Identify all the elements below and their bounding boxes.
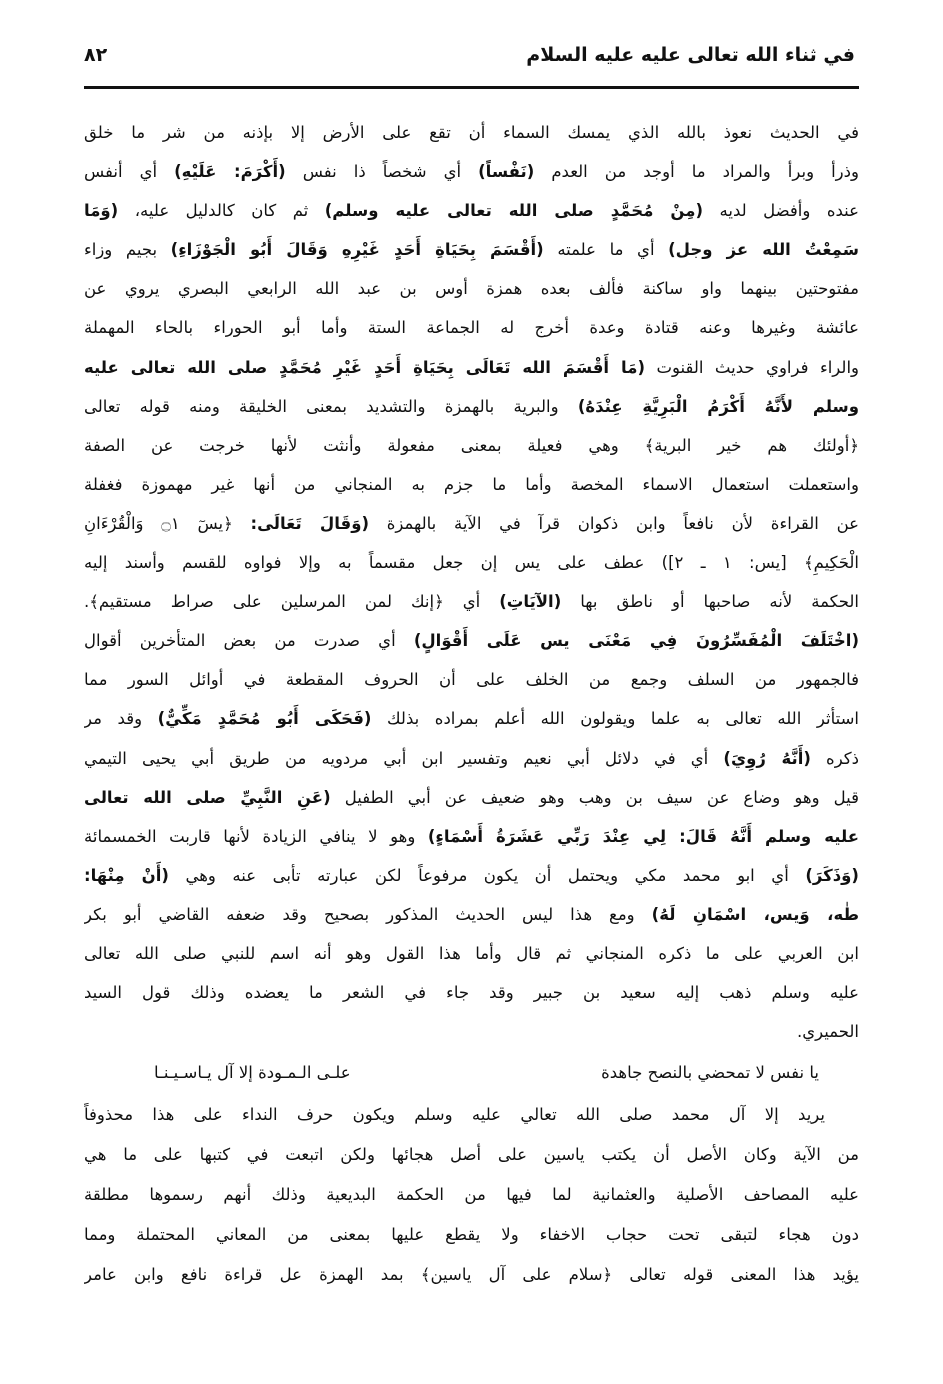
matn-text: (مَا أَقْسَمَ الله تَعَالَى بِحَيَاةِ أَحَدٍ غَيْرِ مُحَمَّدٍ صلى الله تعالى عليه bbox=[84, 357, 646, 377]
commentary-text: وهو لا ينافي الزيادة لأنها قاربت الخمسمائة bbox=[84, 826, 428, 846]
commentary-text: الحكمة لأنه صاحبها أو ناطق بها bbox=[561, 592, 859, 612]
matn-text: (الآيَاتِ) bbox=[499, 592, 562, 612]
commentary-text: ذكره bbox=[810, 748, 859, 768]
matn-text: (وَذَكَرَ) bbox=[805, 865, 859, 885]
text-line bbox=[84, 269, 859, 308]
page-body bbox=[84, 113, 859, 1295]
commentary-text: يريد إلا آل محمد صلى الله تعالي عليه وسلم ويكون حرف النداء على هذا محذوفاً bbox=[84, 1105, 825, 1125]
text-line bbox=[84, 1215, 859, 1255]
commentary-text: أي ابو محمد مكي ويحتمل أن يكون مرفوعاً لكن عبارته تأبى عنه وهي bbox=[168, 865, 806, 885]
text-line bbox=[84, 621, 859, 660]
commentary-text: أي أنفس bbox=[84, 162, 175, 182]
matn-text: (وَقَالَ تَعَالَى: bbox=[250, 513, 370, 533]
text-line bbox=[84, 308, 859, 347]
text-line bbox=[84, 1095, 859, 1135]
matn-text: (أَكْرَمَ: عَلَيْهِ) bbox=[174, 162, 286, 182]
text-line bbox=[84, 973, 859, 1012]
matn-text: (نَفْساً) bbox=[478, 162, 535, 182]
commentary-text: ثم كان كالدليل عليه، bbox=[118, 201, 325, 221]
text-line bbox=[84, 1255, 859, 1295]
commentary-text: عنده وأفضل لديه bbox=[703, 201, 859, 221]
commentary-text: الحميري. bbox=[796, 1022, 859, 1042]
text-line bbox=[84, 348, 859, 387]
commentary-text: أي ﴿إنك لمن المرسلين على صراط مستقيم﴾. bbox=[84, 592, 500, 612]
running-header-title: في ثناء الله تعالى عليه عليه السلام bbox=[526, 44, 855, 66]
poetry-verse bbox=[84, 1051, 859, 1095]
text-line bbox=[84, 465, 859, 504]
text-line bbox=[84, 582, 859, 621]
matn-text: (أَنَّهُ رُوِيَ) bbox=[723, 748, 811, 768]
commentary-text: أي ما علمته bbox=[543, 240, 669, 260]
text-line bbox=[84, 660, 859, 699]
matn-text: سَمِعْتُ الله عز وجل) bbox=[668, 240, 859, 260]
commentary-text: ﴿يسٓ ۝١ وَالْقُرْءَانِ bbox=[84, 513, 251, 533]
commentary-text: واستعملت استعمال الاسماء المخصة وأما ما جزم به المنجاني من أنها غير مهموزة فغفلة bbox=[84, 474, 859, 494]
text-line bbox=[84, 543, 859, 582]
commentary-text: مفتوحتين بينهما واو ساكنة فألف بعده همزة أوس بن عبد الله الرابعي البصري يروي عن bbox=[84, 279, 859, 299]
text-line bbox=[84, 934, 859, 973]
commentary-text: بجيم وزاء bbox=[84, 240, 171, 260]
text-line bbox=[84, 113, 859, 152]
text-line bbox=[84, 1175, 859, 1215]
text-line bbox=[84, 387, 859, 426]
commentary-text: أي في دلائل أبي نعيم وتفسير ابن أبي مردويه من طريق أبي يحيى التيمي bbox=[84, 748, 724, 768]
matn-text: وسلم لأَنَّهُ أَكْرَمُ الْبَرِيَّةِ عِنْدَهُ) bbox=[577, 396, 859, 416]
commentary-text: وقد مر bbox=[84, 709, 158, 729]
commentary-text: دون هجاء لتبقى تحت حجاب الاخفاء ولا يقطع عليها بمعنى من المعاني المحتملة ومما bbox=[84, 1225, 859, 1245]
page-number: ٨٢ bbox=[84, 44, 108, 66]
text-line bbox=[84, 699, 859, 738]
text-line bbox=[84, 1135, 859, 1175]
commentary-text: والراء فراوي حديث القنوت bbox=[645, 357, 859, 377]
commentary-text: عن القراءة لأن نافعاً وابن ذكوان قرآ في الآية بالهمزة bbox=[369, 513, 859, 533]
text-line bbox=[84, 778, 859, 817]
matn-text: عليه وسلم أَنَّهُ قَالَ: لِي عِنْدَ رَبِّي عَشَرَةُ أَسْمَاءٍ) bbox=[427, 826, 859, 846]
header-rule bbox=[84, 86, 859, 89]
commentary-text: والبرية بالهمزة والتشديد بمعنى الخليقة ومنه قوله تعالى bbox=[84, 396, 578, 416]
commentary-text: ومع هذا ليس الحديث المذكور بصحيح وقد ضعفه القاضي أبو بكر bbox=[84, 904, 652, 924]
matn-text: (أَنْ مِنْهَا: bbox=[84, 865, 169, 885]
commentary-text: فالجمهور من السلف وجمع من الخلف على أن الحروف المقطعة في أوائل السور مما bbox=[84, 670, 859, 690]
text-line bbox=[84, 817, 859, 856]
commentary-text: عائشة وغيرها وعنه قتادة وعدة أخرج له الجماعة الستة وأما أبو الحوراء بالحاء المهملة bbox=[84, 318, 859, 338]
text-line bbox=[84, 426, 859, 465]
text-line bbox=[84, 191, 859, 230]
matn-text: (أَقْسَمَ بِحَيَاةِ أَحَدٍ غَيْرِهِ وَقَالَ أَبُو الْجَوْزَاءِ) bbox=[170, 240, 544, 260]
commentary-text: ﴿أولئك هم خير البرية﴾ وهي فعيلة بمعنى مفعولة وأنثت لأنها خرجت عن الصفة bbox=[84, 435, 859, 455]
commentary-text: استأثر الله تعالى به علما ويقولون الله أعلم بمراده بذلك bbox=[371, 709, 859, 729]
closing-paragraph bbox=[84, 1095, 859, 1295]
verse-second-hemistich: علـى الـمـودة إلا آل يـاسـيـنـا bbox=[154, 1063, 351, 1083]
verse-first-hemistich: يا نفس لا تمحضي بالنصح جاهدة bbox=[601, 1063, 819, 1083]
commentary-text: عليه وسلم ذهب إليه سعيد بن جبير وقد جاء في الشعر ما يعضده وذلك قول السيد bbox=[84, 983, 859, 1003]
matn-text: (عَنِ النَّبِيِّ صلى الله تعالى bbox=[84, 787, 331, 807]
commentary-text: من الآية وكان الأصل أن يكتب ياسين على أصل هجائها ولكن اتبعت في كتبها على ما هي bbox=[84, 1145, 859, 1165]
text-line bbox=[84, 1012, 859, 1051]
commentary-text: يؤيد هذا المعنى قوله تعالى ﴿سلام على آل ياسين﴾ بمد الهمزة عل قراءة نافع وابن عامر bbox=[84, 1265, 859, 1285]
commentary-text: في الحديث نعوذ بالله الذي يمسك السماء أن تقع على الأرض إلا بإذنه من شر ما خلق bbox=[84, 123, 859, 142]
matn-text: (مِنْ مُحَمَّدٍ صلى الله تعالى عليه وسلم) bbox=[324, 201, 704, 221]
main-paragraphs bbox=[84, 113, 859, 1051]
text-line bbox=[84, 895, 859, 934]
text-line bbox=[84, 739, 859, 778]
matn-text: طٰه، وَيس، اسْمَانِ لَهُ) bbox=[651, 904, 859, 924]
text-line bbox=[84, 856, 859, 895]
commentary-text: وذرأ وبرأ والمراد ما أوجد من العدم bbox=[534, 162, 859, 182]
commentary-text: عليه المصاحف الأصلية والعثمانية لما فيها من الحكمة البديعية وذلك أنهم رسموها مطلقة bbox=[84, 1185, 859, 1205]
matn-text: (اخْتَلَفَ الْمُفَسِّرُونَ فِي مَعْنَى يس عَلَى أَقْوَالٍ) bbox=[413, 631, 859, 651]
text-line bbox=[84, 152, 859, 191]
commentary-text: الْحَكِيمِ﴾ [يس: ١ ـ ٢]) عطف على يس إن جعل مقسماً به وإلا فواوه للقسم وأسند إليه bbox=[84, 553, 859, 573]
text-line bbox=[84, 504, 859, 543]
commentary-text: أي صدرت من بعض المتأخرين أقوال bbox=[84, 631, 414, 651]
text-line bbox=[84, 230, 859, 269]
commentary-text: أي شخصاً ذا نفس bbox=[285, 162, 479, 182]
commentary-text: قيل وهو وضاع عن سيف بن وهب وهو ضعيف عن أبي الطفيل bbox=[330, 787, 859, 807]
commentary-text: ابن العربي على ما ذكره المنجاني ثم قال وأما هذا القول وهو أنه اسم للنبي صلى الله تعالى bbox=[84, 943, 859, 963]
matn-text: (وَمَا bbox=[84, 201, 119, 221]
matn-text: (فَحَكَى أَبُو مُحَمَّدٍ مَكِّيٌّ) bbox=[157, 709, 372, 729]
